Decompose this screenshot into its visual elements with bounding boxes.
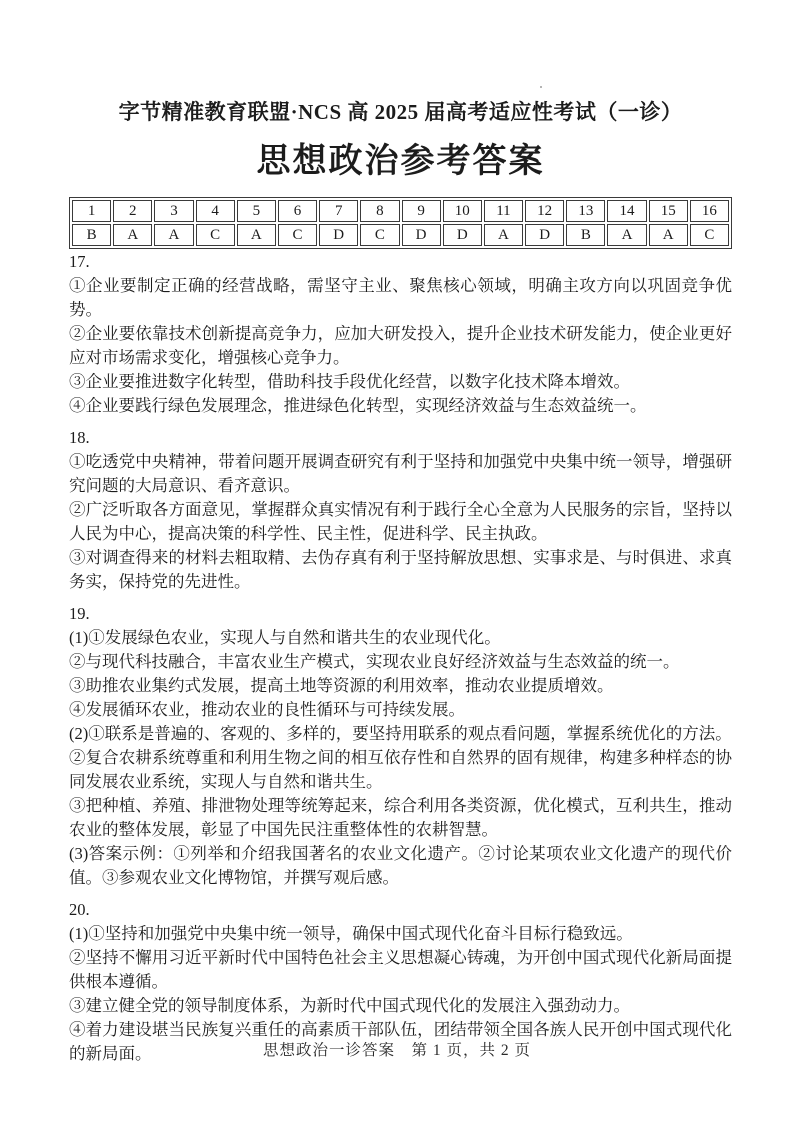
exam-header-title: 字节精准教育联盟·NCS 高 2025 届高考适应性考试（一诊） [118,100,683,124]
answer-paragraph: (2)①联系是普遍的、客观的、多样的，要坚持用联系的观点看问题，掌握系统优化的方法。 [69,724,732,743]
answer-cell: D [443,224,482,246]
question-number-cell: 5 [237,200,276,222]
question-number-cell: 11 [484,200,523,222]
answer-cell: A [113,224,152,246]
answer-cell: C [196,224,235,246]
question-number-cell: 4 [196,200,235,222]
question-number-cell: 15 [649,200,688,222]
question-number-cell: 9 [402,200,441,222]
answer-paragraph: (3)答案示例：①列举和介绍我国著名的农业文化遗产。②讨论某项农业文化遗产的现代价值。③参观农业文化博物馆，并撰写观后感。 [69,844,732,887]
answer-paragraph: ④企业要践行绿色发展理念，推进绿色化转型，实现经济效益与生态效益统一。 [69,396,647,415]
answer-paragraph: ④着力建设堪当民族复兴重任的高素质干部队伍，团结带领全国各族人民开创中国式现代化的新局面。 [69,1020,732,1063]
answer-paragraph: ③企业要推进数字化转型，借助科技手段优化经营，以数字化技术降本增效。 [69,372,630,391]
answer-paragraph: ②企业要依靠技术创新提高竞争力，应加大研发投入，提升企业技术研发能力，使企业更好应对市场需求变化，增强核心竞争力。 [69,324,732,367]
question-number-cell: 3 [154,200,193,222]
answer-cell: B [566,224,605,246]
section-number: 19. [69,604,90,623]
question-number-cell: 6 [278,200,317,222]
answer-cell: C [278,224,317,246]
question-number-cell: 14 [607,200,646,222]
answer-paragraph: ①吃透党中央精神，带着问题开展调查研究有利于坚持和加强党中央集中统一领导，增强研究问题的大局意识、看齐意识。 [69,452,732,495]
answer-paragraph: (1)①发展绿色农业，实现人与自然和谐共生的农业现代化。 [69,628,501,647]
answer-row [72,224,729,246]
answer-cell: C [690,224,729,246]
answer-paragraph: ②复合农耕系统尊重和利用生物之间的相互依存性和自然界的固有规律，构建多种样态的协同发展农业系统，实现人与自然和谐共生。 [69,748,732,791]
answer-paragraph: ③建立健全党的领导制度体系，为新时代中国式现代化的发展注入强劲动力。 [69,996,630,1015]
section-17 [69,250,732,418]
question-number-cell: 13 [566,200,605,222]
section-19 [69,602,732,890]
answer-key-table [69,197,732,249]
question-number-cell: 16 [690,200,729,222]
answer-cell: A [154,224,193,246]
answer-sections [69,250,732,1066]
answer-cell: A [484,224,523,246]
answer-paragraph: ②坚持不懈用习近平新时代中国特色社会主义思想凝心铸魂，为开创中国式现代化新局面提供根本遵循。 [69,948,732,991]
answer-cell: C [360,224,399,246]
question-number-cell: 2 [113,200,152,222]
answer-paragraph: ①企业要制定正确的经营战略，需坚守主业、聚焦核心领域，明确主攻方向以巩固竞争优势。 [69,276,732,319]
answer-paragraph: ③把种植、养殖、排泄物处理等统筹起来，综合利用各类资源，优化模式，互利共生，推动农业的整体发展，彰显了中国先民注重整体性的农耕智慧。 [69,796,732,839]
answer-cell: A [607,224,646,246]
answer-paragraph: ③助推农业集约式发展，提高土地等资源的利用效率，推动农业提质增效。 [69,676,614,695]
question-number-cell: 7 [319,200,358,222]
answer-cell: D [525,224,564,246]
question-number-cell: 10 [443,200,482,222]
answer-paragraph: ③对调查得来的材料去粗取精、去伪存真有利于坚持解放思想、实事求是、与时俱进、求真务实，保持党的先进性。 [69,548,732,591]
answer-paragraph: ②广泛听取各方面意见，掌握群众真实情况有利于践行全心全意为人民服务的宗旨，坚持以人民为中心，提高决策的科学性、民主性，促进科学、民主执政。 [69,500,732,543]
answer-cell: D [319,224,358,246]
section-number: 20. [69,900,90,919]
answer-cell: A [237,224,276,246]
question-number-row [72,200,729,222]
section-number: 18. [69,428,90,447]
section-number: 17. [69,252,90,271]
answer-cell: A [649,224,688,246]
answer-cell: B [72,224,111,246]
section-18 [69,426,732,594]
question-number-cell: 12 [525,200,564,222]
page-content [69,0,732,1066]
page-footer: 思想政治一诊答案 第 1 页，共 2 页 [262,1042,531,1059]
answer-cell: D [402,224,441,246]
question-number-cell: 1 [72,200,111,222]
answer-paragraph: ②与现代科技融合，丰富农业生产模式，实现农业良好经济效益与生态效益的统一。 [69,652,680,671]
answer-sheet-title: 思想政治参考答案 [256,142,545,180]
answer-paragraph: (1)①坚持和加强党中央集中统一领导，确保中国式现代化奋斗目标行稳致远。 [69,924,633,943]
question-number-cell: 8 [360,200,399,222]
answer-paragraph: ④发展循环农业，推动农业的良性循环与可持续发展。 [69,700,465,719]
